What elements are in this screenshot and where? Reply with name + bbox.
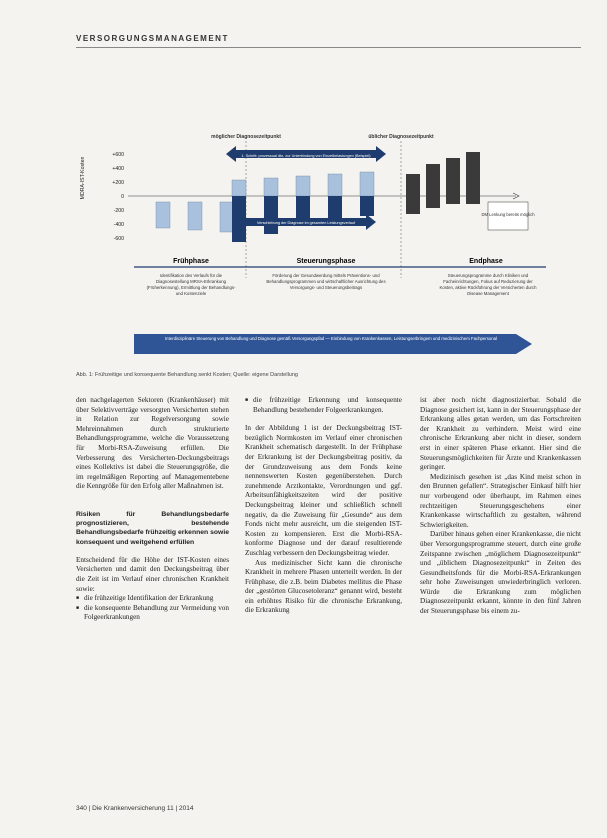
column-1 [76,396,229,623]
y-tick: +600 [112,152,124,158]
phase-end-text: Steuerungsprogramme durch Kliniken und Facheinrichtungen, Fokus auf Reduzierung der Kosten, aktive Rückführung der Versicherten durch Disease Management [439,273,537,296]
phase-steering-text: Förderung der Gesundwerdung mittels Präventions- und Behandlungsprogrammen und wirtschaftlicher Ausrichtung des Versorgungs- und Steuerungsbeitrags [266,273,386,290]
label-usual-diagnosis: üblicher Diagnosezeitpunkt [368,134,434,140]
subheading: Risiken für Behandlungsbedarfe prognostizieren, bestehende Behandlungsbedarfe frühzeitig erkennen sowie konsequent und weitgehend erfüllen [76,510,229,546]
bullet-list [76,594,229,623]
bars [156,152,480,242]
right-box-text: DM Lenkung bereits möglich [481,212,535,217]
phase-end: Endphase [469,258,503,265]
y-axis-label: MDRA-IST-Kosten [80,156,86,200]
list-item: ■ die frühzeitige Erkennung und konsequente Behandlung bestehender Folgeerkrankungen. [253,396,402,415]
paragraph: Aus medizinischer Sicht kann die chronische Krankheit in mehrere Phasen unterteilt werden. In der Frühphase, die z.B. beim Diabetes mellitus die Phase der „gestörten Glucosetoleranz“ genannt wird, besteht ein erhöhtes Risiko für die chronische Erkrankung, die Erkrankung [245,558,402,615]
phase-steering: Steuerungsphase [296,258,356,265]
header-rule [76,47,581,48]
section-header: VERSORGUNGSMANAGEMENT [76,34,229,43]
phase-early: Frühphase [173,258,209,265]
list-item: ■ die konsequente Behandlung zur Vermeidung von Folgeerkrankungen [84,604,229,623]
y-tick: +200 [112,180,124,186]
figure-diagram [76,118,581,368]
arrow-bottom-text: Verschiebung der Diagnose im gesamten Leistungsverlauf [256,221,356,225]
y-tick: -400 [113,222,124,228]
y-ticks [112,152,124,242]
y-tick: 0 [121,194,124,200]
paragraph: In der Abbildung 1 ist der Deckungsbeitrag IST- bezüglich Normkosten im Verlauf einer chronischen Krankheit schematisch dargestellt. In der Frühphase der Erkrankung ist der Deckungsbeitrag positiv, da der Grundzuweisung aus dem Fonds keine nennenswerten Kosten gegenüberstehen. Durch zunehmende Arztkontakte, Verordnungen und ggf. Arbeitsunfähigkeitszeiten wird der positive Deckungsbeitrag kleiner und schließlich schnell negativ, da die Zuweisung für „Gesunde“ aus dem Fonds nicht mehr ausreicht, um die steigenden IST-Kosten zu kompensieren. Erst die Morbi-RSA-konforme Diagnose und der darauf resultierende Zuschlag verbessern den Deckungsbeitrag wieder. [245,424,402,557]
figure-caption: Abb. 1: Frühzeitige und konsequente Behandlung senkt Kosten; Quelle: eigene Darstellung [76,372,298,378]
paragraph: Entscheidend für die Höhe der IST-Kosten eines Versicherten und damit den Deckungsbeitrag über die Zeit ist im Verlauf einer chronischen Krankheit sowie: [76,555,229,593]
y-tick: -600 [113,236,124,242]
paragraph: den nachgelagerten Sektoren (Krankenhäuser) mit über Selektivverträge versorgten Versicherten stehen in Relation zur Regelversorgung sowie Mehreinnahmen durch strukturierte Behandlungsprogramme, welche die Voraussetzung für Morbi-RSA-Zuweisung erfüllen. Die Verbesserung des Versicherten-Deckungsbeitrags eines Kollektivs ist dabei die Steuerungsgröße, die im regelmäßigen Reporting auf Managementebene die Kenngröße für den Erfolg aller Maßnahmen ist. [76,396,229,491]
arrow-top-text: 1. Schritt: prozessual dto. zur Unterbindung von Einzelbelastungen (Beispiel) [241,154,371,158]
column-2 [245,396,402,616]
bottom-arrow-text: Interdisziplinäre Steuerung von Behandlung und Diagnose gemäß Versorgungspfad — Einbindung von Krankenkassen, Leistungserbringern und medizinischem Fachpersonal [164,336,498,341]
phase-early-text: Identifikation des Verlaufs für die Diagnosestellung MRSA-Erkrankung (Früherkennung), Ermittlung der Behandlungs- und Kostenziele [146,273,236,296]
column-3 [420,396,581,617]
label-possible-diagnosis: möglicher Diagnosezeitpunkt [211,134,281,140]
y-tick: -200 [113,208,124,214]
list-item: ■ die frühzeitige Identifikation der Erkrankung [84,594,229,604]
figure [76,118,581,368]
bullet-list [245,396,402,415]
y-tick: +400 [112,166,124,172]
paragraph: ist aber noch nicht diagnostizierbar. Sobald die Diagnose gesichert ist, kann in der Steuerungsphase der Erkrankung alles getan werden, um das Fortschreiten der Krankheit zu verhindern. Meist wird eine chronische Erkrankung aber nicht in dieser, sondern erst in einer späteren Phase erkannt. Hier sind die Steuerungsmöglichkeiten für Ärzte und Krankenkassen geringer. [420,396,581,472]
paragraph: Medizinisch gesehen ist „das Kind meist schon in den Brunnen gefallen“. Strategischer Einkauf hilft hier nur vorbeugend oder überhaupt, im Rahmen eines rechtzeitigen Steuerungsgeschehens einer Krankenkasse wirtschaftlich zu gestalten, während Schwierigkeiten. [420,472,581,529]
page-footer: 340 | Die Krankenversicherung 11 | 2014 [76,805,194,812]
paragraph: Darüber hinaus gehen einer Krankenkasse, die nicht über Versorgungsprogramme steuert, durch eine große Zeitspanne zwischen „möglichem Diagnosezeitpunkt“ und „üblichem Diagnosezeitpunkt“ in Zeiten des Gesundheitsfonds für die Morbi-RSA-Erkrankungen sehr hohe Zuweisungen unwiederbringlich verloren. Würde die Erkrankung zum möglichen Diagnosezeitpunkt erkannt, könnte in den fünf Jahren der Steuerungsphase bis einem zu- [420,530,581,616]
